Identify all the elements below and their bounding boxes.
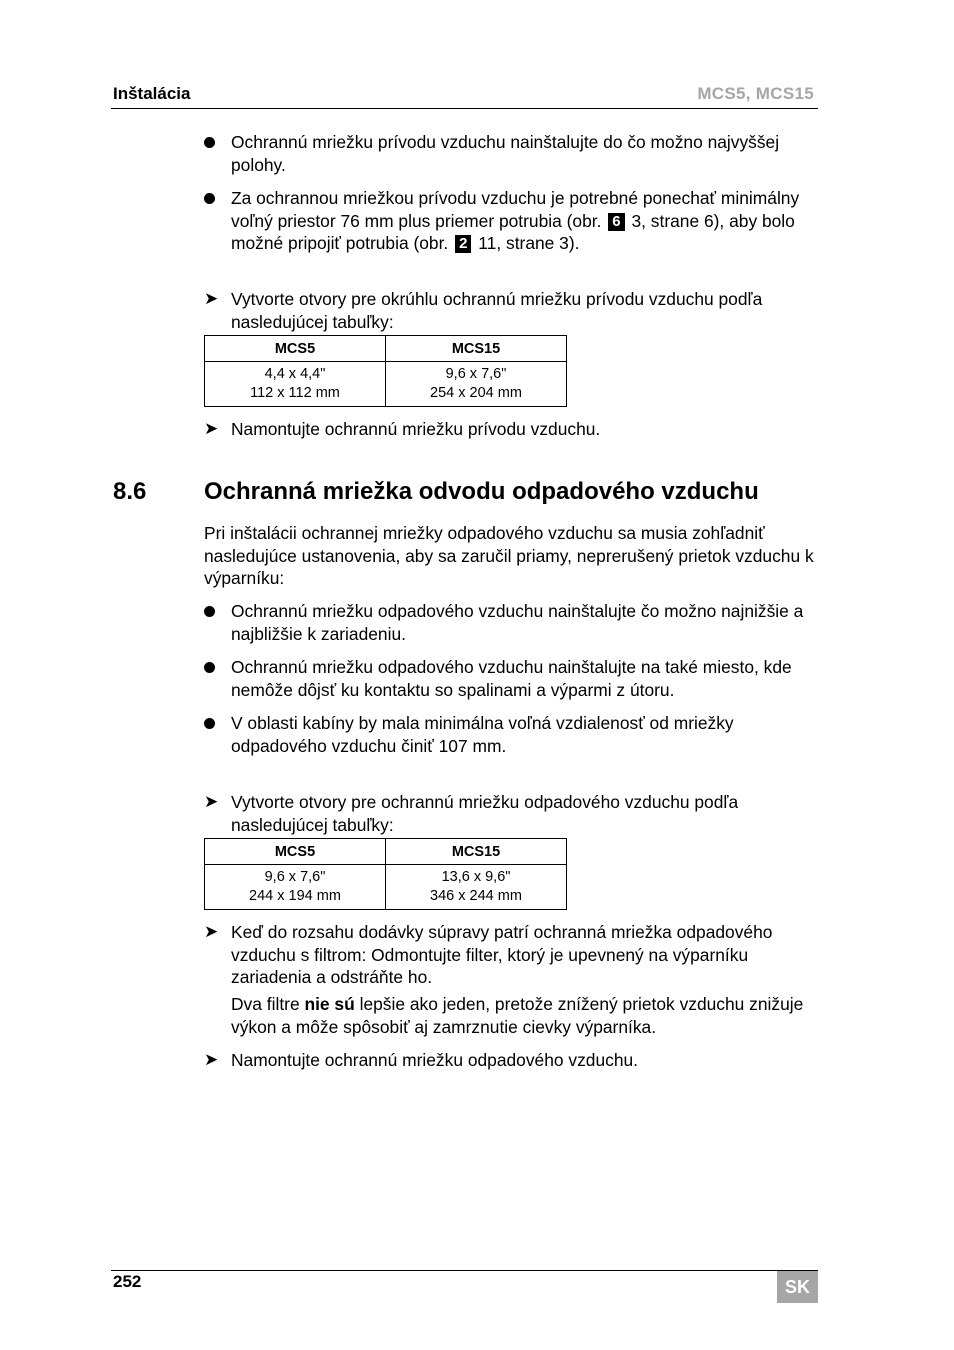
table-header-cell: MCS5 (205, 336, 386, 362)
table-cell (205, 362, 386, 407)
figure-reference: 6 (608, 213, 624, 231)
figure-reference: 2 (455, 235, 471, 253)
instruction-step (204, 288, 824, 333)
dimension-inch: 9,6 x 7,6" (264, 869, 326, 885)
step-text: Vytvorte otvory pre okrúhlu ochrannú mriežku prívodu vzduchu podľa nasledujúcej tabuľky: (231, 289, 763, 332)
bullet-dot-icon (204, 187, 228, 210)
bullet-text-part: 3, strane 6), aby bolo možné pripojiť potrubia (obr. (231, 210, 795, 253)
note-text: lepšie ako jeden, pretože znížený prietok vzduchu znižuje výkon a môže spôsobiť aj zamrznutie cievky výparníka. (231, 994, 804, 1037)
table-cell (386, 865, 567, 910)
dimension-mm: 112 x 112 mm (250, 385, 340, 401)
bullet-item (204, 600, 824, 645)
step-text: Keď do rozsahu dodávky súpravy patrí ochranná mriežka odpadového vzduchu s filtrom: Odmontujte filter, ktorý je upevnený na výparníku zariadenia a odstráňte ho. (231, 922, 773, 987)
step-text: Namontujte ochrannú mriežku prívodu vzduchu. (231, 419, 601, 439)
step-text: Vytvorte otvory pre ochrannú mriežku odpadového vzduchu podľa nasledujúcej tabuľky: (231, 792, 739, 835)
bullet-item (204, 712, 824, 757)
running-header-section: Inštalácia (113, 84, 191, 103)
instruction-step (204, 418, 824, 441)
dimension-mm: 254 x 204 mm (430, 385, 522, 401)
step-text: Namontujte ochrannú mriežku odpadového vzduchu. (231, 1050, 638, 1070)
intake-dimensions-table (204, 335, 567, 407)
note-emphasis: nie sú (304, 994, 355, 1014)
bullet-text: V oblasti kabíny by mala minimálna voľná vzdialenosť od mriežky odpadového vzduchu činiť 107 mm. (231, 713, 734, 756)
arrow-right-icon: ➤ (204, 792, 219, 811)
section-title: Ochranná mriežka odvodu odpadového vzduchu (204, 478, 759, 505)
exhaust-dimensions-table (204, 838, 567, 910)
page-number: 252 (113, 1272, 142, 1291)
section-number: 8.6 (113, 478, 147, 505)
note-text: Dva filtre (231, 994, 300, 1014)
header-rule (111, 108, 818, 109)
instruction-step (204, 1049, 824, 1072)
table-header-cell: MCS15 (386, 839, 567, 865)
note-paragraph (204, 993, 824, 1038)
bullet-dot-icon (204, 712, 228, 735)
footer-rule (111, 1270, 818, 1271)
arrow-right-icon: ➤ (204, 922, 219, 941)
instruction-step (204, 921, 824, 989)
dimension-mm: 244 x 194 mm (249, 888, 341, 904)
bullet-item (204, 656, 824, 701)
bullet-text: Ochrannú mriežku prívodu vzduchu nainštalujte do čo možno najvyššej polohy. (231, 132, 780, 175)
bullet-dot-icon (204, 656, 228, 679)
instruction-step (204, 791, 824, 836)
bullet-text-part: Za ochrannou mriežkou prívodu vzduchu je potrebné ponechať minimálny voľný priestor 76 mm plus priemer potrubia (obr. (231, 188, 800, 231)
arrow-right-icon: ➤ (204, 419, 219, 438)
bullet-text (231, 187, 824, 255)
table-header-cell: MCS5 (205, 839, 386, 865)
dimension-mm: 346 x 244 mm (430, 888, 522, 904)
bullet-item (204, 187, 824, 255)
bullet-item (204, 131, 824, 176)
dimension-inch: 13,6 x 9,6" (441, 869, 511, 885)
table-cell (386, 362, 567, 407)
dimension-inch: 4,4 x 4,4" (264, 366, 326, 382)
bullet-dot-icon (204, 600, 228, 623)
language-badge: SK (777, 1271, 818, 1303)
bullet-text: Ochrannú mriežku odpadového vzduchu nainštalujte čo možno najnižšie a najbližšie k zariadeniu. (231, 601, 804, 644)
section-intro: Pri inštalácii ochrannej mriežky odpadového vzduchu sa musia zohľadniť nasledujúce ustanovenia, aby sa zaručil priamy, neprerušený prietok vzduchu k výparníku: (204, 523, 814, 588)
running-header-models: MCS5, MCS15 (697, 84, 814, 103)
arrow-right-icon: ➤ (204, 289, 219, 308)
table-cell (205, 865, 386, 910)
bullet-text: Ochrannú mriežku odpadového vzduchu nainštalujte na také miesto, kde nemôže dôjsť ku kontaktu so spalinami a výparmi z útoru. (231, 657, 792, 700)
bullet-dot-icon (204, 131, 228, 154)
arrow-right-icon: ➤ (204, 1050, 219, 1069)
bullet-text-part: 11, strane 3). (478, 233, 580, 253)
table-header-cell: MCS15 (386, 336, 567, 362)
dimension-inch: 9,6 x 7,6" (445, 366, 507, 382)
